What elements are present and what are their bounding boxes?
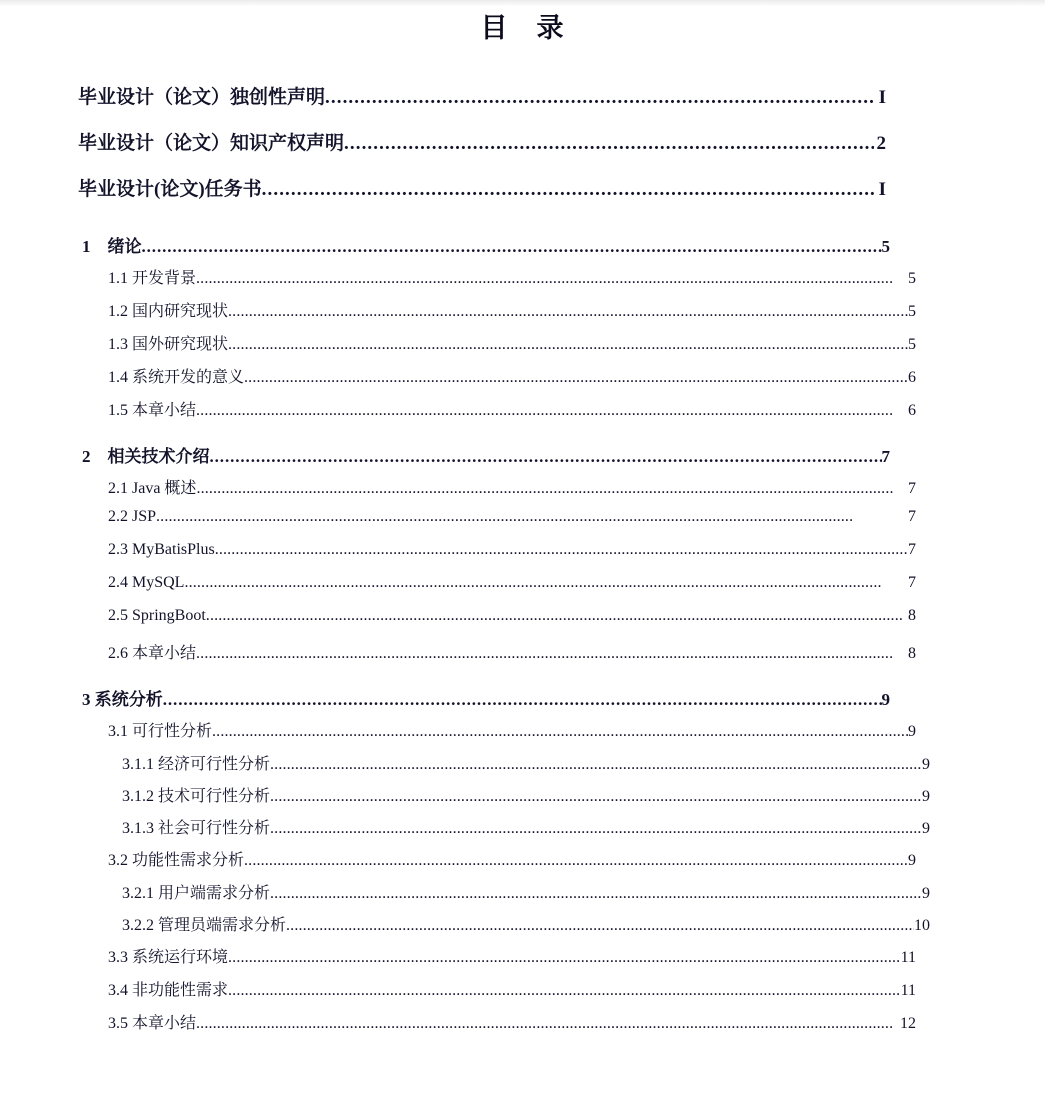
toc-entry-label: 1.4 系统开发的意义 — [108, 369, 245, 386]
toc-entry[interactable] — [108, 475, 916, 508]
toc-entry[interactable] — [122, 880, 930, 912]
toc-entry[interactable] — [108, 508, 916, 541]
toc-entry[interactable] — [122, 783, 930, 815]
dot-leader — [215, 541, 908, 557]
toc-entry-label: 3.2.2 管理员端需求分析 — [122, 917, 287, 934]
toc-entry[interactable] — [108, 574, 916, 607]
toc-entry-label: 3.2 功能性需求分析 — [108, 852, 245, 869]
toc-entry[interactable] — [108, 718, 916, 751]
dot-leader — [228, 982, 901, 998]
toc-entry[interactable] — [108, 541, 916, 574]
dot-leader — [270, 788, 922, 804]
toc-entry-page-number: 5 — [908, 270, 916, 287]
toc-entry-label: 3 系统分析 — [82, 690, 163, 709]
dot-leader — [196, 1015, 900, 1031]
toc-entry-page-number: 7 — [908, 508, 916, 525]
table-of-contents — [78, 82, 930, 1043]
toc-entry-label: 3.4 非功能性需求 — [108, 982, 229, 999]
toc-entry-label: 2.6 本章小结 — [108, 645, 197, 662]
dot-leader — [196, 402, 908, 418]
dot-leader — [212, 723, 908, 739]
toc-entry[interactable] — [122, 751, 930, 783]
dot-leader — [228, 303, 908, 319]
toc-entry-label: 1.1 开发背景 — [108, 270, 197, 287]
toc-entry[interactable] — [82, 442, 890, 475]
toc-entry-page-number: 9 — [922, 756, 930, 773]
page-title: 目 录 — [480, 13, 565, 43]
toc-entry-page-number: 11 — [900, 949, 916, 966]
dot-leader — [270, 820, 922, 836]
toc-entry[interactable] — [78, 82, 886, 128]
dot-leader — [210, 447, 882, 464]
toc-entry[interactable] — [108, 607, 916, 640]
toc-entry[interactable] — [78, 128, 886, 174]
toc-entry-page-number: 6 — [908, 402, 916, 419]
dot-leader — [270, 756, 922, 772]
dot-leader — [196, 270, 908, 286]
toc-entry-label: 2.1 Java 概述 — [108, 480, 197, 497]
toc-entry-page-number: I — [878, 179, 886, 200]
toc-entry[interactable] — [82, 685, 890, 718]
toc-entry[interactable] — [108, 265, 916, 298]
dot-leader — [270, 885, 922, 901]
toc-entry-page-number: 9 — [908, 723, 916, 740]
dot-leader — [206, 607, 908, 623]
toc-entry[interactable] — [108, 944, 916, 977]
toc-entry-label: 3.1 可行性分析 — [108, 723, 213, 740]
toc-entry-label: 1.2 国内研究现状 — [108, 303, 229, 320]
dot-leader — [262, 179, 874, 198]
toc-entry-page-number: 9 — [881, 690, 890, 709]
toc-entry[interactable] — [108, 364, 916, 397]
dot-leader — [228, 949, 901, 965]
toc-entry[interactable] — [108, 331, 916, 364]
dot-leader — [325, 87, 874, 106]
toc-entry-page-number: 5 — [881, 237, 890, 256]
toc-entry[interactable] — [78, 174, 886, 220]
toc-entry[interactable] — [108, 977, 916, 1010]
toc-entry-page-number: 5 — [908, 303, 916, 320]
toc-entry[interactable] — [122, 815, 930, 847]
dot-leader — [184, 574, 908, 590]
toc-entry-page-number: 9 — [922, 820, 930, 837]
toc-entry-page-number: 12 — [900, 1015, 916, 1032]
toc-entry[interactable] — [122, 912, 930, 944]
toc-entry-page-number: 7 — [908, 574, 916, 591]
toc-entry-label: 毕业设计(论文)任务书 — [78, 179, 262, 200]
toc-entry-page-number: 8 — [908, 645, 916, 662]
toc-entry-page-number: 8 — [908, 607, 916, 624]
toc-entry[interactable] — [108, 1010, 916, 1043]
toc-entry-label: 1.5 本章小结 — [108, 402, 197, 419]
toc-entry-page-number: 5 — [908, 336, 916, 353]
dot-leader — [163, 690, 882, 707]
toc-entry-label: 2.5 SpringBoot — [108, 607, 206, 624]
toc-entry-label: 3.1.3 社会可行性分析 — [122, 820, 271, 837]
toc-entry-page-number: 7 — [908, 541, 916, 558]
toc-entry-label: 3.5 本章小结 — [108, 1015, 197, 1032]
toc-entry-page-number: I — [878, 87, 886, 108]
toc-entry-page-number: 11 — [900, 982, 916, 999]
dot-leader — [196, 480, 908, 496]
toc-entry[interactable] — [108, 847, 916, 880]
toc-entry[interactable] — [108, 397, 916, 430]
toc-entry-page-number: 9 — [908, 852, 916, 869]
dot-leader — [344, 133, 874, 152]
toc-entry[interactable] — [82, 232, 890, 265]
dot-leader — [286, 917, 914, 933]
toc-entry-page-number: 7 — [908, 480, 916, 497]
toc-entry-label: 3.1.1 经济可行性分析 — [122, 756, 271, 773]
toc-entry-label: 3.1.2 技术可行性分析 — [122, 788, 271, 805]
toc-entry-page-number: 2 — [876, 133, 886, 154]
toc-entry[interactable] — [108, 640, 916, 673]
toc-entry-page-number: 10 — [914, 917, 930, 934]
toc-entry-page-number: 9 — [922, 788, 930, 805]
toc-entry-label: 毕业设计（论文）知识产权声明 — [78, 133, 345, 154]
toc-entry-label: 毕业设计（论文）独创性声明 — [78, 87, 326, 108]
toc-entry-label: 2.2 JSP — [108, 508, 157, 525]
toc-entry-label: 2.3 MyBatisPlus — [108, 541, 215, 558]
dot-leader — [228, 336, 908, 352]
toc-entry-label: 1.3 国外研究现状 — [108, 336, 229, 353]
dot-leader — [142, 237, 882, 254]
toc-entry-page-number: 7 — [881, 447, 890, 466]
toc-entry-label: 1 绪论 — [82, 237, 142, 256]
toc-entry-label: 3.3 系统运行环境 — [108, 949, 229, 966]
toc-entry-page-number: 6 — [908, 369, 916, 386]
dot-leader — [244, 369, 908, 385]
dot-leader — [196, 645, 908, 661]
toc-entry-label: 3.2.1 用户端需求分析 — [122, 885, 271, 902]
dot-leader — [156, 508, 908, 524]
toc-entry[interactable] — [108, 298, 916, 331]
toc-entry-label: 2 相关技术介绍 — [82, 447, 210, 466]
toc-entry-label: 2.4 MySQL — [108, 574, 185, 591]
dot-leader — [244, 852, 908, 868]
toc-entry-page-number: 9 — [922, 885, 930, 902]
